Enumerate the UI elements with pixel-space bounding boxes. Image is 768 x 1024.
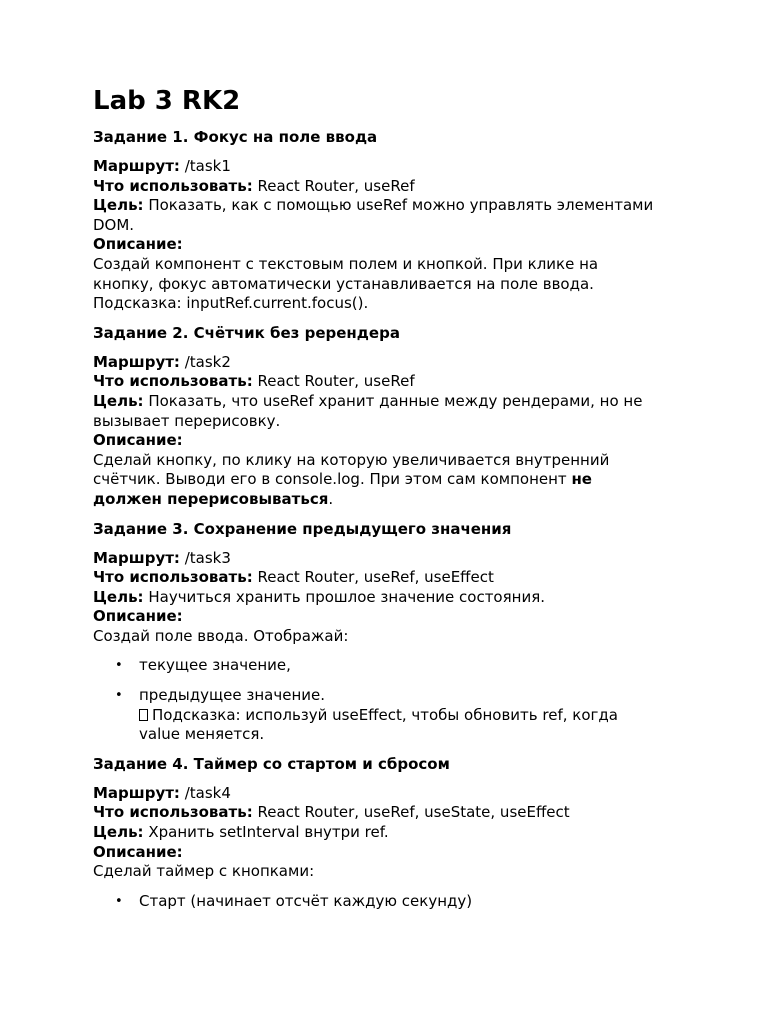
task-3-hint-text-1: Подсказка: используй useEffect, чтобы обновить ref, когда <box>152 705 618 724</box>
task-4-bullet-list <box>93 892 683 912</box>
task-1-route-value: /task1 <box>184 157 231 175</box>
task-2-desc-text-1: Сделай кнопку, по клику на которую увеличивается внутренний <box>93 450 610 469</box>
task-1-route-line <box>93 157 683 177</box>
task-1-use-value: React Router, useRef <box>257 176 415 195</box>
task-3-goal-line <box>93 588 683 608</box>
task-2-section <box>93 324 683 510</box>
list-item <box>139 892 683 912</box>
task-2-desc-text-3: . <box>328 489 334 508</box>
use-label: Что использовать: <box>93 176 253 195</box>
task-3-hint-line-1 <box>139 706 683 726</box>
task-3-details <box>93 549 683 647</box>
task-1-goal-text-2: DOM. <box>93 215 135 234</box>
task-3-section <box>93 520 683 745</box>
document-title: Lab 3 RK2 <box>93 86 241 116</box>
list-item <box>139 686 683 745</box>
missing-glyph-icon <box>139 709 148 721</box>
task-1-description-label: Описание: <box>93 235 183 254</box>
task-2-use-line <box>93 372 683 392</box>
task-2-desc-line-2 <box>93 470 683 490</box>
task-2-goal-text-1: Показать, что useRef хранит данные между рендерами, но не <box>148 391 643 410</box>
task-2-route-line <box>93 353 683 373</box>
goal-label: Цель: <box>93 823 144 842</box>
route-label: Маршрут: <box>93 783 180 802</box>
task-2-goal-line <box>93 392 683 412</box>
route-label: Маршрут: <box>93 548 180 567</box>
task-2-goal-text-2: вызывает перерисовку. <box>93 411 281 430</box>
task-3-route-line <box>93 549 683 569</box>
task-3-use-line <box>93 568 683 588</box>
task-3-bullet-2-text: • предыдущее значение. <box>139 686 325 705</box>
task-2-route-value: /task2 <box>184 352 231 371</box>
use-label: Что использовать: <box>93 568 253 587</box>
goal-label: Цель: <box>93 391 144 410</box>
task-1-details <box>93 157 683 314</box>
document-page <box>93 84 683 921</box>
task-3-use-value: React Router, useRef, useEffect <box>257 568 494 587</box>
task-3-route-value: /task3 <box>184 548 231 567</box>
task-3-desc-text-1: Создай поле ввода. Отображай: <box>93 626 349 645</box>
task-3-goal-text-1: Научиться хранить прошлое значение состояния. <box>148 587 545 606</box>
task-2-desc-line-3 <box>93 490 683 510</box>
task-1-desc-text-1: Создай компонент с текстовым полем и кнопкой. При клике на <box>93 254 599 273</box>
task-3-bullet-list <box>93 656 683 744</box>
task-4-goal-text-1: Хранить setInterval внутри ref. <box>148 823 389 842</box>
task-1-desc-text-3: Подсказка: inputRef.current.focus(). <box>93 294 369 313</box>
goal-label: Цель: <box>93 587 144 606</box>
list-item <box>139 656 683 676</box>
use-label: Что использовать: <box>93 803 253 822</box>
route-label: Маршрут: <box>93 352 180 371</box>
task-4-route-value: /task4 <box>184 783 231 802</box>
task-4-details <box>93 784 683 882</box>
task-3-bullet-1-text: текущее значение, <box>139 656 291 675</box>
task-2-title: Задание 2. Счётчик без ререндера <box>93 323 400 342</box>
task-4-section <box>93 755 683 912</box>
task-2-desc-text-2: счётчик. Выводи его в console.log. При этом сам компонент <box>93 470 572 489</box>
task-4-desc-text-1: Сделай таймер с кнопками: <box>93 862 315 881</box>
task-1-title: Задание 1. Фокус на поле ввода <box>93 128 378 146</box>
task-3-hint-text-2: value меняется. <box>139 725 265 744</box>
task-3-title: Задание 3. Сохранение предыдущего значения <box>93 519 512 538</box>
task-1-section <box>93 128 683 314</box>
task-2-description-label: Описание: <box>93 431 183 450</box>
task-4-title: Задание 4. Таймер со стартом и сбросом <box>93 754 450 773</box>
task-1-goal-text-1: Показать, как с помощью useRef можно управлять элементами <box>148 196 654 215</box>
task-1-goal-line <box>93 196 683 216</box>
task-4-use-value: React Router, useRef, useState, useEffect <box>257 803 570 822</box>
task-1-desc-text-2: кнопку, фокус автоматически устанавливается на поле ввода. <box>93 274 594 293</box>
task-4-description-label: Описание: <box>93 842 183 861</box>
goal-label: Цель: <box>93 196 144 215</box>
task-2-desc-emphasis-2: должен перерисовываться <box>93 489 329 508</box>
use-label: Что использовать: <box>93 372 253 391</box>
task-2-details <box>93 353 683 510</box>
task-4-route-line <box>93 784 683 804</box>
task-4-use-line <box>93 803 683 823</box>
task-3-description-label: Описание: <box>93 607 183 626</box>
task-4-goal-line <box>93 823 683 843</box>
task-1-use-line <box>93 177 683 197</box>
task-2-use-value: React Router, useRef <box>257 372 415 391</box>
route-label: Маршрут: <box>93 157 180 175</box>
task-4-bullet-1-text: Старт (начинает отсчёт каждую секунду) <box>139 891 473 910</box>
task-2-desc-emphasis-1: не <box>571 470 592 489</box>
